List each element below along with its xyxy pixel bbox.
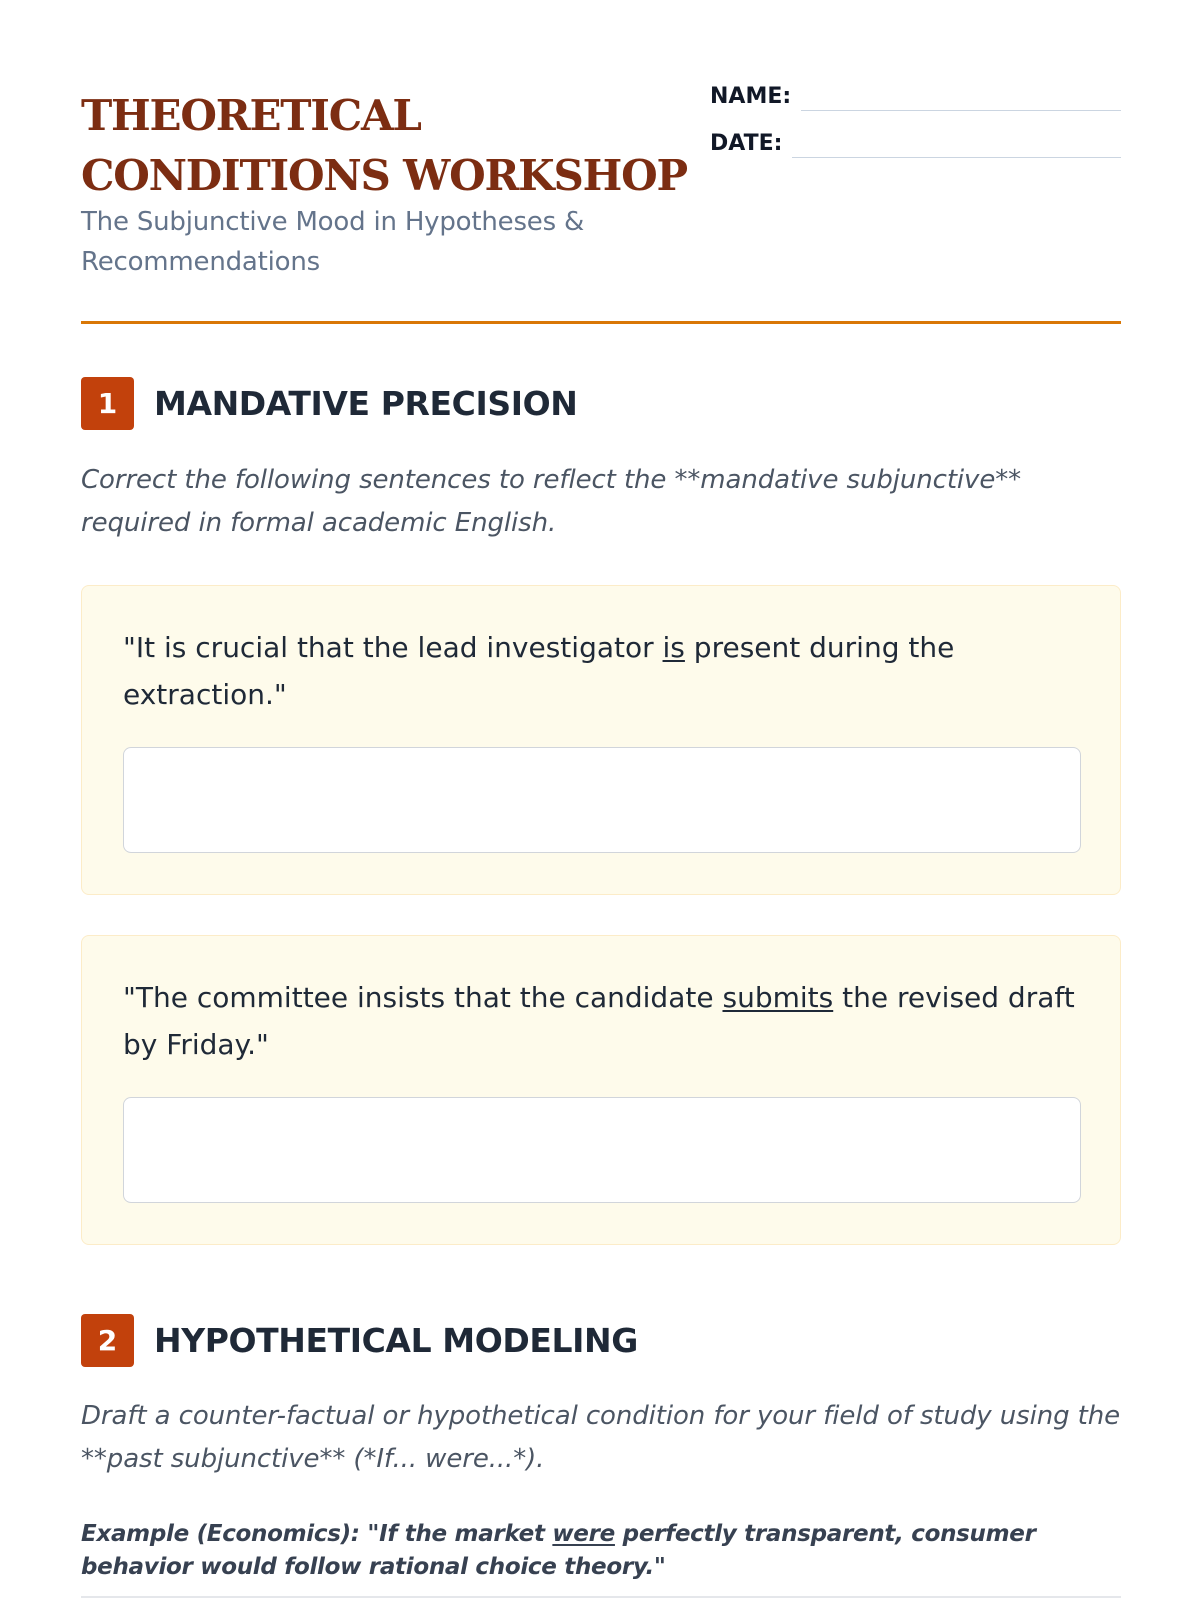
question-1-suffix: present during the extraction." [123, 631, 955, 711]
question-card-2 [81, 935, 1121, 1245]
student-info [710, 80, 1121, 190]
date-line[interactable] [792, 127, 1121, 158]
example-suffix: perfectly transparent, consumer behavior would follow rational choice theory." [81, 1521, 1036, 1580]
question-1-text [123, 624, 1081, 718]
section-2-header [81, 1314, 638, 1367]
name-label: NAME: [710, 84, 792, 109]
header-divider [81, 321, 1121, 324]
example-prefix: Example (Economics): "If the market [81, 1521, 553, 1547]
section-1-header [81, 377, 577, 430]
example-underlined-word: were [552, 1521, 615, 1547]
section-1-instruction: Correct the following sentences to reflect the **mandative subjunctive** required in formal academic English. [81, 465, 1022, 538]
section-2-title: HYPOTHETICAL MODELING [154, 1320, 638, 1360]
title-line-1: THEORETICAL [81, 91, 421, 140]
question-2-underlined-word: submits [722, 981, 834, 1014]
question-2-answer-input[interactable] [123, 1097, 1081, 1203]
question-1-underlined-word: is [662, 631, 685, 664]
worksheet-title [81, 86, 721, 206]
name-row [710, 80, 1121, 111]
date-label: DATE: [710, 131, 783, 156]
section-1-number-badge: 1 [81, 377, 134, 430]
section-2-number-badge: 2 [81, 1314, 134, 1367]
section-1-title: MANDATIVE PRECISION [154, 383, 578, 423]
question-card-1 [81, 585, 1121, 895]
question-2-text [123, 974, 1081, 1068]
page-bottom-rule [81, 1596, 1121, 1598]
name-line[interactable] [801, 80, 1121, 111]
worksheet-header [81, 78, 1121, 328]
question-2-suffix: the revised draft by Friday." [123, 981, 1075, 1061]
section-2-instruction: Draft a counter-factual or hypothetical condition for your field of study using the **past subjunctive** (*If... were...*). [81, 1401, 1121, 1474]
section-2-example [81, 1518, 1121, 1584]
title-line-2: CONDITIONS WORKSHOP [81, 151, 687, 200]
question-2-prefix: "The committee insists that the candidate [123, 981, 723, 1014]
question-1-prefix: "It is crucial that the lead investigator [123, 631, 663, 664]
worksheet-subtitle: The Subjunctive Mood in Hypotheses & Recommendations [81, 207, 585, 277]
question-1-answer-input[interactable] [123, 747, 1081, 853]
date-row [710, 127, 1121, 158]
